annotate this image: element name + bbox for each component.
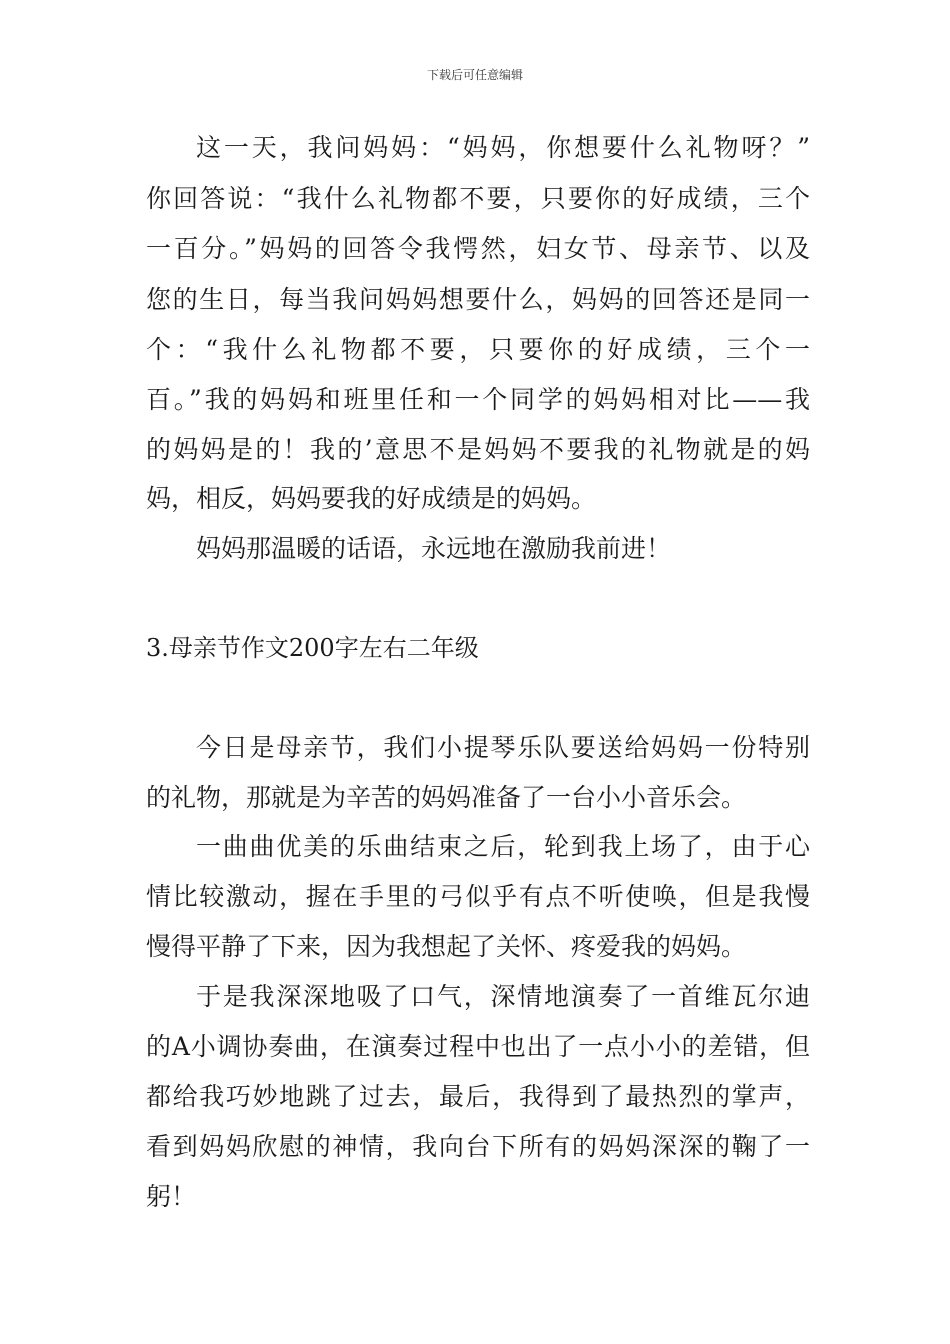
text-line: 一百分。”妈妈的回答令我愕然，妇女节、母亲节、以及 [146, 234, 810, 263]
text-line: 的A小调协奏曲，在演奏过程中也出了一点小小的差错，但 [146, 1032, 810, 1061]
text-line: 个：“我什么礼物都不要，只要你的好成绩，三个一 [146, 335, 810, 364]
text-line: 这一天，我问妈妈：“妈妈，你想要什么礼物呀？” [196, 133, 810, 162]
text-line: 你回答说：“我什么礼物都不要，只要你的好成绩，三个 [146, 184, 810, 213]
text-line: 今日是母亲节，我们小提琴乐队要送给妈妈一份特别 [196, 733, 810, 762]
page-header: 下载后可任意编辑 [426, 68, 523, 82]
text-line: 您的生日，每当我问妈妈想要什么，妈妈的回答还是同一 [146, 285, 810, 314]
text-line: 看到妈妈欣慰的神情，我向台下所有的妈妈深深的鞠了一 [146, 1132, 810, 1161]
text-line: 妈妈那温暖的话语，永远地在激励我前进！ [196, 534, 672, 563]
text-line: 妈，相反，妈妈要我的好成绩是的妈妈。 [146, 484, 597, 513]
text-line: 的妈妈是的！我的’意思不是妈妈不要我的礼物就是的妈 [146, 435, 810, 464]
text-line: 百。”我的妈妈和班里任和一个同学的妈妈相对比——我 [146, 385, 810, 414]
text-line: 一曲曲优美的乐曲结束之后，轮到我上场了，由于心 [196, 832, 810, 861]
text-line: 都给我巧妙地跳了过去，最后，我得到了最热烈的掌声， [146, 1082, 810, 1111]
text-line: 的礼物，那就是为辛苦的妈妈准备了一台小小音乐会。 [146, 783, 747, 812]
section-heading: 3.母亲节作文200字左右二年级 [146, 634, 479, 662]
text-line: 于是我深深地吸了口气，深情地演奏了一首维瓦尔迪 [196, 982, 810, 1011]
text-line: 躬！ [146, 1182, 197, 1211]
text-line: 情比较激动，握在手里的弓似乎有点不听使唤，但是我慢 [146, 882, 810, 911]
text-line: 慢得平静了下来，因为我想起了关怀、疼爱我的妈妈。 [146, 932, 747, 961]
